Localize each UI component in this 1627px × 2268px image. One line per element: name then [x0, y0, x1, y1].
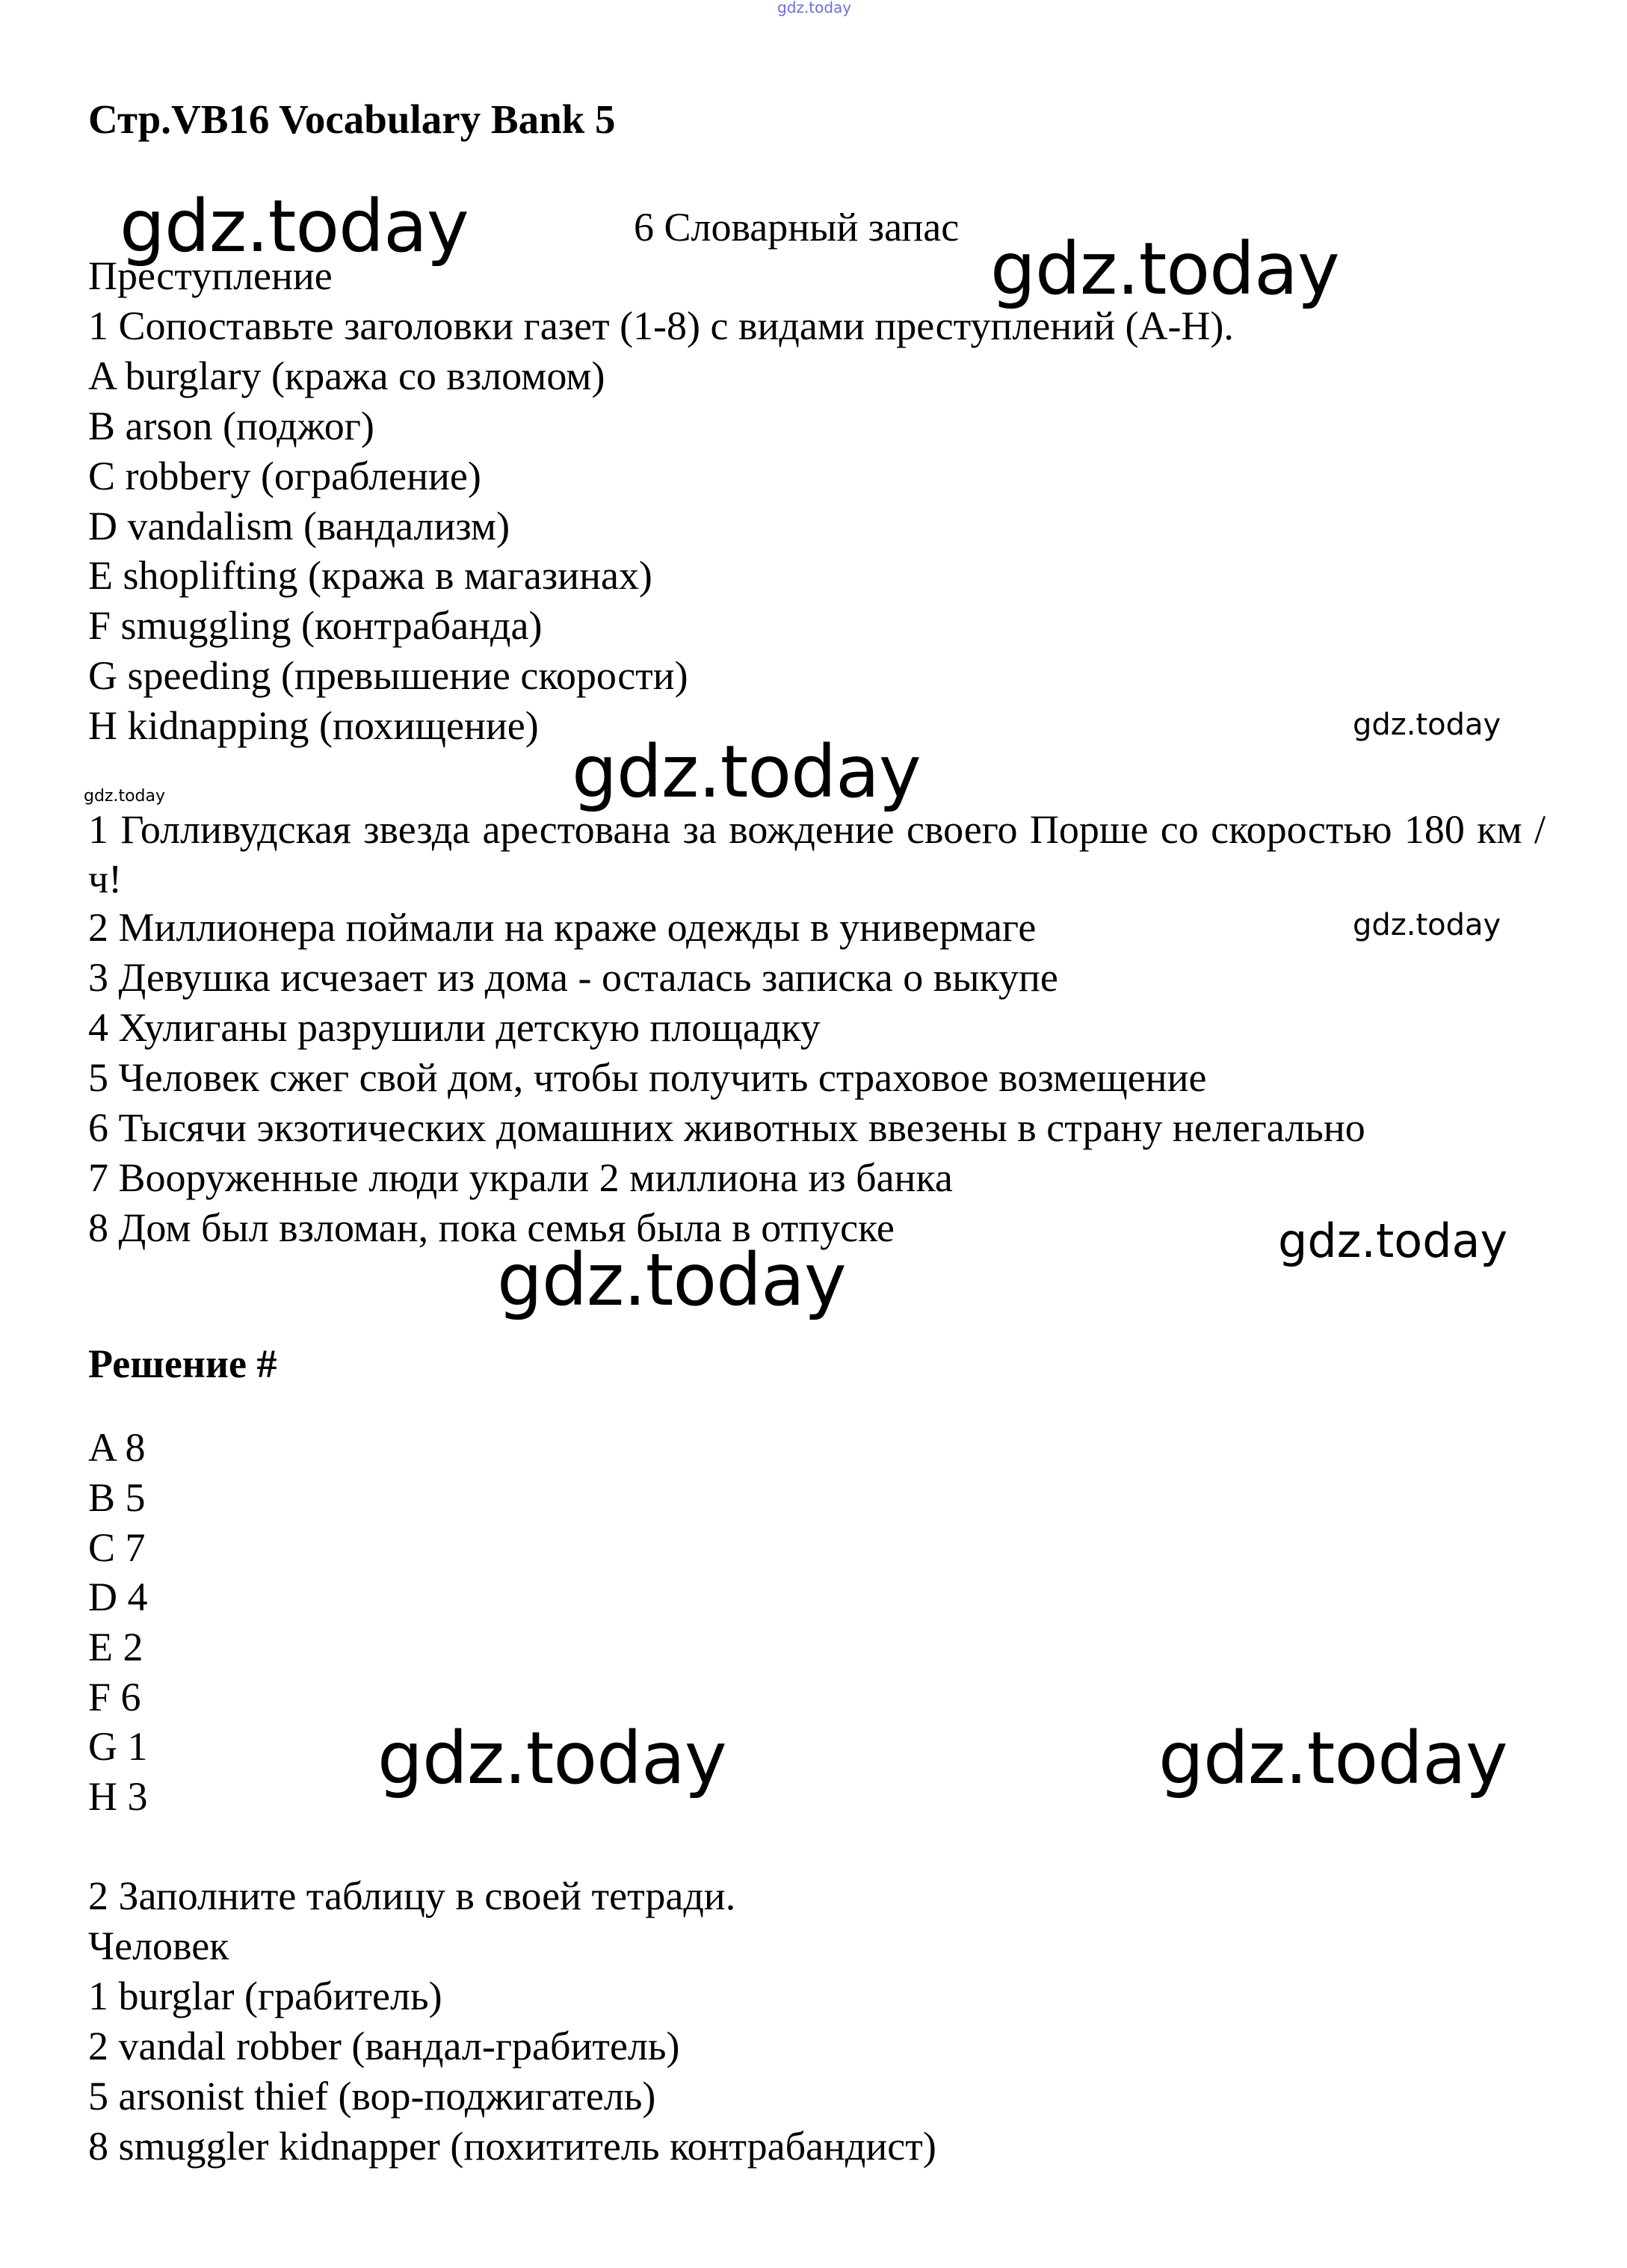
watermark-4: gdz.today	[572, 730, 921, 814]
task2-row: 8 smuggler kidnapper (похититель контрабандист)	[88, 2124, 936, 2169]
crime-item: H kidnapping (похищение)	[88, 703, 539, 748]
section-heading: 6 Словарный запас	[634, 205, 960, 250]
watermark-5: gdz.today	[84, 787, 166, 806]
answer-item: C 7	[88, 1525, 146, 1570]
crime-item: C robbery (ограбление)	[88, 454, 481, 498]
answer-item: E 2	[88, 1625, 143, 1669]
watermark-7: gdz.today	[1278, 1214, 1508, 1268]
solution-heading: Решение #	[88, 1341, 277, 1386]
task2-row: 1 burglar (грабитель)	[88, 1974, 442, 2018]
watermark-8: gdz.today	[497, 1238, 846, 1322]
headline-item: 3 Девушка исчезает из дома - осталась записка о выкупе	[88, 955, 1058, 1000]
watermark-1: gdz.today	[120, 185, 469, 268]
headline-item: 2 Миллионера поймали на краже одежды в универмаге	[88, 905, 1037, 950]
answer-item: B 5	[88, 1475, 146, 1520]
task2-column-label: Человек	[88, 1924, 229, 1968]
crime-item: E shoplifting (кража в магазинах)	[88, 553, 652, 598]
task2-row: 5 arsonist thief (вор-поджигатель)	[88, 2074, 656, 2119]
task2-row: 2 vandal robber (вандал-грабитель)	[88, 2024, 680, 2068]
crime-item: F smuggling (контрабанда)	[88, 603, 543, 648]
headline-item: 8 Дом был взломан, пока семья была в отпуске	[88, 1205, 895, 1250]
crime-item: D vandalism (вандализм)	[88, 504, 510, 549]
watermark-9: gdz.today	[377, 1717, 726, 1800]
headline-item: 4 Хулиганы разрушили детскую площадку	[88, 1005, 821, 1050]
task2-instruction: 2 Заполните таблицу в своей тетради.	[88, 1873, 736, 1918]
task1-instruction: 1 Сопоставьте заголовки газет (1-8) с видами преступлений (A-H).	[88, 303, 1234, 348]
headline-item: 7 Вооруженные люди украли 2 миллиона из банка	[88, 1155, 953, 1200]
answer-item: D 4	[88, 1575, 148, 1619]
watermark-2: gdz.today	[990, 227, 1339, 311]
watermark-6: gdz.today	[1353, 908, 1501, 942]
crime-item: G speeding (превышение скорости)	[88, 653, 688, 698]
watermark-3: gdz.today	[1353, 708, 1501, 742]
crime-item: A burglary (кража со взломом)	[88, 353, 605, 398]
answer-item: H 3	[88, 1774, 148, 1819]
answer-item: F 6	[88, 1675, 141, 1719]
answer-item: G 1	[88, 1724, 148, 1769]
answer-item: A 8	[88, 1425, 146, 1470]
watermark-10: gdz.today	[1158, 1717, 1507, 1800]
watermark-top: gdz.today	[777, 0, 852, 16]
headline-item: 6 Тысячи экзотических домашних животных ввезены в страну нелегально	[88, 1105, 1365, 1150]
page-title: Стр.VB16 Vocabulary Bank 5	[88, 96, 616, 142]
headline-item: 1 Голливудская звезда арестована за вождение своего Порше со скоростью 180 км / ч!	[88, 807, 1546, 901]
headline-item: 5 Человек сжег свой дом, чтобы получить страховое возмещение	[88, 1055, 1207, 1100]
topic-label: Преступление	[88, 253, 333, 298]
crime-item: B arson (поджог)	[88, 404, 374, 448]
